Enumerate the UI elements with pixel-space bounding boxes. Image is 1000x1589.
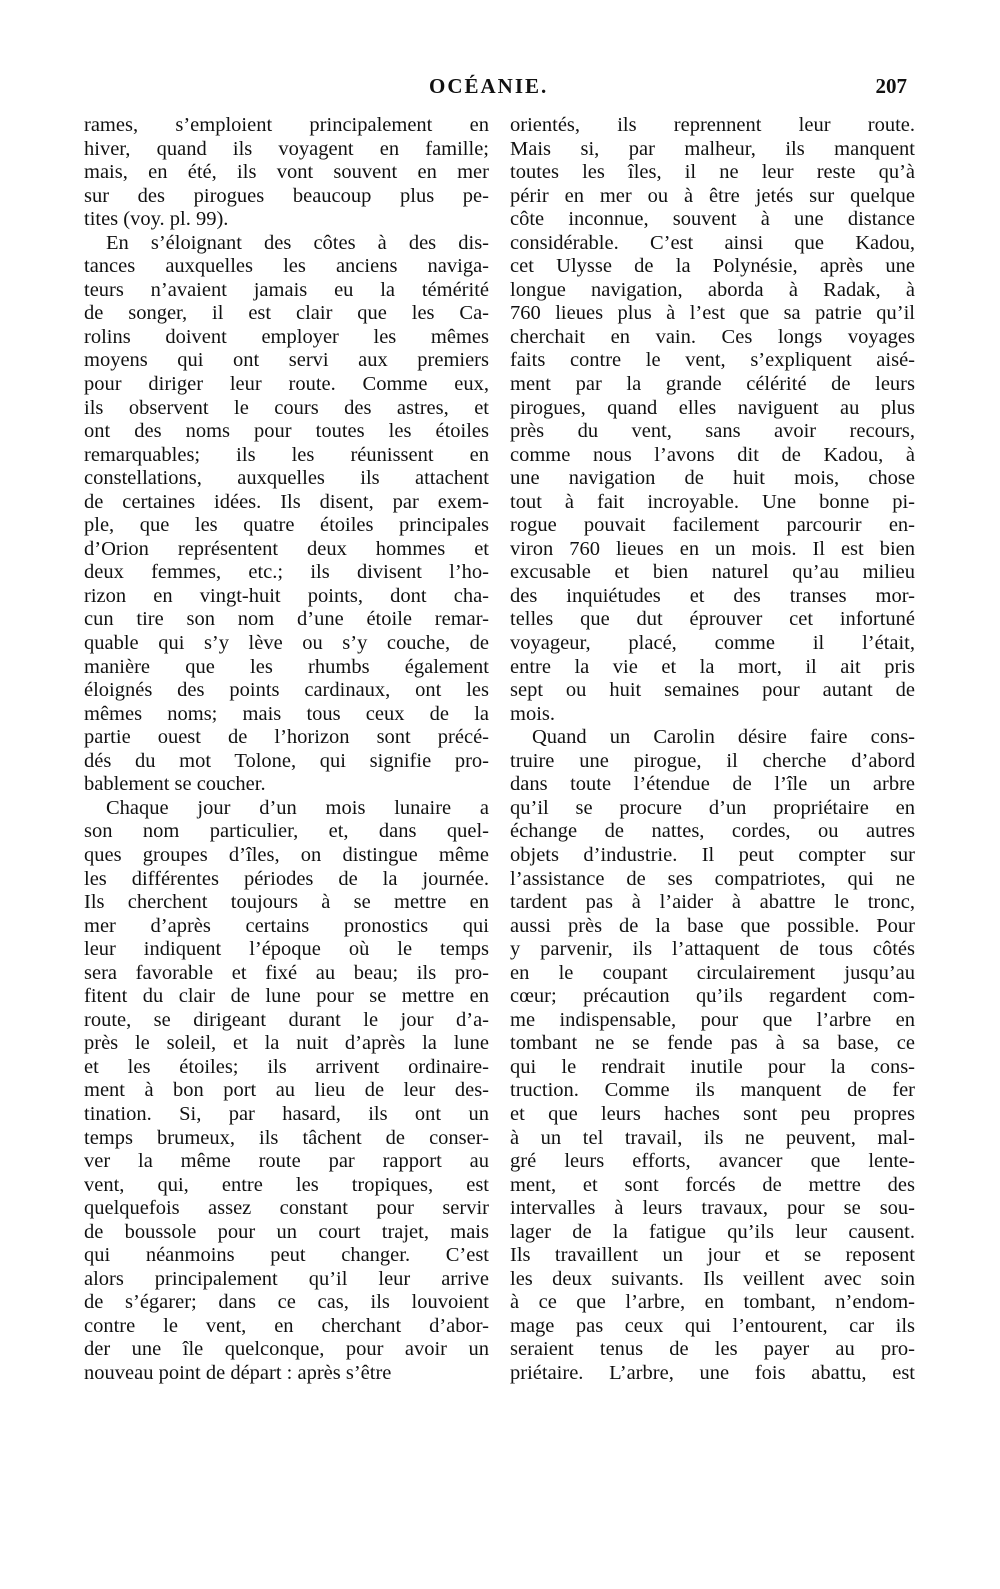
text-line: 760 lieues plus à l’est que sa patrie qu’il (510, 302, 915, 325)
text-line: objets d’industrie. Il peut compter sur (510, 843, 915, 866)
text-line: les deux suivants. Ils veillent avec soin (510, 1267, 915, 1290)
text-line: me indispensable, pour que l’arbre en (510, 1008, 915, 1031)
running-header (84, 74, 907, 104)
text-line: bablement se coucher. (84, 773, 266, 796)
text-line: orientés, ils reprennent leur route. (510, 114, 915, 136)
text-line: rolins doivent employer les mêmes (84, 325, 489, 348)
text-line: tances auxquelles les anciens naviga- (84, 255, 489, 278)
text-line: l’assistance de ses compatriotes, qui ne (510, 867, 915, 890)
text-line: viron 760 lieues en un mois. Il est bien (510, 537, 915, 560)
text-line: seraient tenus de les payer au pro- (510, 1338, 915, 1361)
text-line: teurs n’avaient jamais eu la témérité (84, 278, 489, 301)
text-line: Mais si, par malheur, ils manquent (510, 137, 915, 160)
text-line: voyageur, placé, comme il l’était, (510, 632, 915, 655)
text-line: qu’il se procure d’un propriétaire en (510, 796, 915, 819)
text-line: les différentes périodes de la journée. (84, 867, 489, 890)
text-line: deux femmes, etc.; ils divisent l’ho- (84, 561, 489, 584)
text-line: de certaines idées. Ils disent, par exem- (84, 490, 489, 513)
text-line: tites (voy. pl. 99). (84, 208, 229, 231)
text-line: considérable. C’est ainsi que Kadou, (510, 231, 915, 254)
text-line: près le soleil, et la nuit d’après la lune (84, 1032, 489, 1055)
text-line: quable qui s’y lève ou s’y couche, de (84, 632, 489, 655)
text-line: des inquiétudes et des transes mor- (510, 584, 915, 607)
text-line: de songer, il est clair que les Ca- (84, 302, 489, 325)
text-line: excusable et bien naturel qu’au milieu (510, 561, 915, 584)
text-line: nouveau point de départ : après s’être (84, 1361, 392, 1384)
text-line: route, se dirigeant durant le jour d’a- (84, 1008, 489, 1031)
text-line: et les étoiles; ils arrivent ordinaire- (84, 1055, 489, 1078)
text-line: ver la même route par rapport au (84, 1150, 489, 1173)
text-line: Quand un Carolin désire faire cons- (532, 726, 915, 749)
text-line: constellations, auxquelles ils attachent (84, 467, 489, 490)
text-line: ment, et sont forcés de mettre des (510, 1173, 915, 1196)
text-line: Ils travaillent un jour et se reposent (510, 1244, 915, 1267)
text-line: à ce que l’arbre, en tombant, n’endom- (510, 1291, 915, 1314)
text-line: éloignés des points cardinaux, ont les (84, 679, 489, 702)
text-line: sera favorable et fixé au beau; ils pro- (84, 961, 489, 984)
text-line: Ils cherchent toujours à se mettre en (84, 891, 489, 914)
text-line: dans toute l’étendue de l’île un arbre (510, 773, 915, 796)
text-line: lager de la fatigue qu’ils leur causent. (510, 1220, 915, 1243)
text-line: en le coupant circulairement jusqu’au (510, 961, 915, 984)
text-line: mais, en été, ils vont souvent en mer (84, 161, 489, 184)
text-line: faits contre le vent, s’expliquent aisé- (510, 349, 915, 372)
page-number: 207 (875, 74, 907, 98)
text-line: ils observent le cours des astres, et (84, 396, 489, 419)
text-line: cun tire son nom d’une étoile remar- (84, 608, 489, 631)
text-line: vent, qui, entre les tropiques, est (84, 1173, 489, 1196)
text-line: y parvenir, ils l’attaquent de tous côtés (510, 938, 915, 961)
text-line: rizon en vingt-huit points, dont cha- (84, 584, 489, 607)
text-line: sept ou huit semaines pour autant de (510, 679, 915, 702)
text-line: dés du mot Tolone, qui signifie pro- (84, 749, 489, 772)
text-line: remarquables; ils les réunissent en (84, 443, 489, 466)
text-line: échange de nattes, cordes, ou autres (510, 820, 915, 843)
running-title: OCÉANIE. (429, 74, 549, 98)
text-line: En s’éloignant des côtes à des dis- (106, 231, 489, 254)
text-line: intervalles à leurs travaux, pour se sou- (510, 1197, 915, 1220)
text-line: de boussole pour un court trajet, mais (84, 1220, 489, 1243)
text-line: der une île quelconque, pour avoir un (84, 1338, 489, 1361)
text-line: temps brumeux, ils tâchent de conser- (84, 1126, 489, 1149)
text-line: Chaque jour d’un mois lunaire a (106, 796, 489, 819)
text-line: près du vent, sans avoir recours, (510, 420, 915, 443)
text-line: tardent pas à l’aider à abattre le tronc, (510, 891, 915, 914)
text-line: leur indiquent l’époque où le temps (84, 938, 489, 961)
text-line: aussi près de la base que possible. Pour (510, 914, 915, 937)
text-line: côte inconnue, souvent à une distance (510, 208, 915, 231)
text-line: truire une pirogue, il cherche d’abord (510, 749, 915, 772)
text-line: cœur; précaution qu’ils regardent com- (510, 985, 915, 1008)
text-line: ont des noms pour toutes les étoiles (84, 420, 489, 443)
text-line: de s’égarer; dans ce cas, ils louvoient (84, 1291, 489, 1314)
text-line: d’Orion représentent deux hommes et (84, 537, 489, 560)
text-line: manière que les rhumbs également (84, 655, 489, 678)
text-line: toutes les îles, il ne leur reste qu’à (510, 161, 915, 184)
text-line: moyens qui ont servi aux premiers (84, 349, 489, 372)
text-line: alors principalement qu’il leur arrive (84, 1267, 489, 1290)
text-line: mêmes noms; mais tous ceux de la (84, 702, 489, 725)
text-line: contre le vent, en cherchant d’abor- (84, 1314, 489, 1337)
text-line: cet Ulysse de la Polynésie, après une (510, 255, 915, 278)
text-line: telles que dut éprouver cet infortuné (510, 608, 915, 631)
text-line: pour diriger leur route. Comme eux, (84, 373, 489, 396)
text-line: et que leurs haches sont peu propres (510, 1102, 915, 1125)
text-line: truction. Comme ils manquent de fer (510, 1079, 915, 1102)
text-line: ment à bon port au lieu de leur des- (84, 1079, 489, 1102)
text-line: gré leurs efforts, avancer que lente- (510, 1150, 915, 1173)
text-line: longue navigation, aborda à Radak, à (510, 278, 915, 301)
text-line: comme nous l’avons dit de Kadou, à (510, 443, 915, 466)
text-line: mois. (510, 702, 555, 725)
text-line: sur des pirogues beaucoup plus pe- (84, 184, 489, 207)
text-line: mer d’après certains pronostics qui (84, 914, 489, 937)
text-line: partie ouest de l’horizon sont précé- (84, 726, 489, 749)
text-line: ple, que les quatre étoiles principales (84, 514, 489, 537)
text-line: ment par la grande célérité de leurs (510, 373, 915, 396)
text-line: mage pas ceux qui l’entourent, car ils (510, 1314, 915, 1337)
left-text-column (84, 114, 489, 1386)
text-line: qui le rendrait inutile pour la cons- (510, 1055, 915, 1078)
text-line: priétaire. L’arbre, une fois abattu, est (510, 1361, 915, 1384)
text-line: hiver, quand ils voyagent en famille; (84, 137, 489, 160)
text-line: tombant ne se fende pas à sa base, ce (510, 1032, 915, 1055)
text-line: entre la vie et la mort, il ait pris (510, 655, 915, 678)
text-line: tout à fait incroyable. Une bonne pi- (510, 490, 915, 513)
text-line: rogue pouvait facilement parcourir en- (510, 514, 915, 537)
text-line: cherchait en vain. Ces longs voyages (510, 325, 915, 348)
text-line: quelquefois assez constant pour servir (84, 1197, 489, 1220)
text-line: fitent du clair de lune pour se mettre en (84, 985, 489, 1008)
text-line: à un tel travail, ils ne peuvent, mal- (510, 1126, 915, 1149)
text-line: rames, s’emploient principalement en (84, 114, 489, 136)
text-line: tination. Si, par hasard, ils ont un (84, 1102, 489, 1125)
text-line: périr en mer ou à être jetés sur quelque (510, 184, 915, 207)
right-text-column (510, 114, 915, 1386)
text-line: ques groupes d’îles, on distingue même (84, 843, 489, 866)
text-line: son nom particulier, et, dans quel- (84, 820, 489, 843)
text-line: pirogues, quand elles naviguent au plus (510, 396, 915, 419)
text-line: une navigation de huit mois, chose (510, 467, 915, 490)
text-line: qui néanmoins peut changer. C’est (84, 1244, 489, 1267)
